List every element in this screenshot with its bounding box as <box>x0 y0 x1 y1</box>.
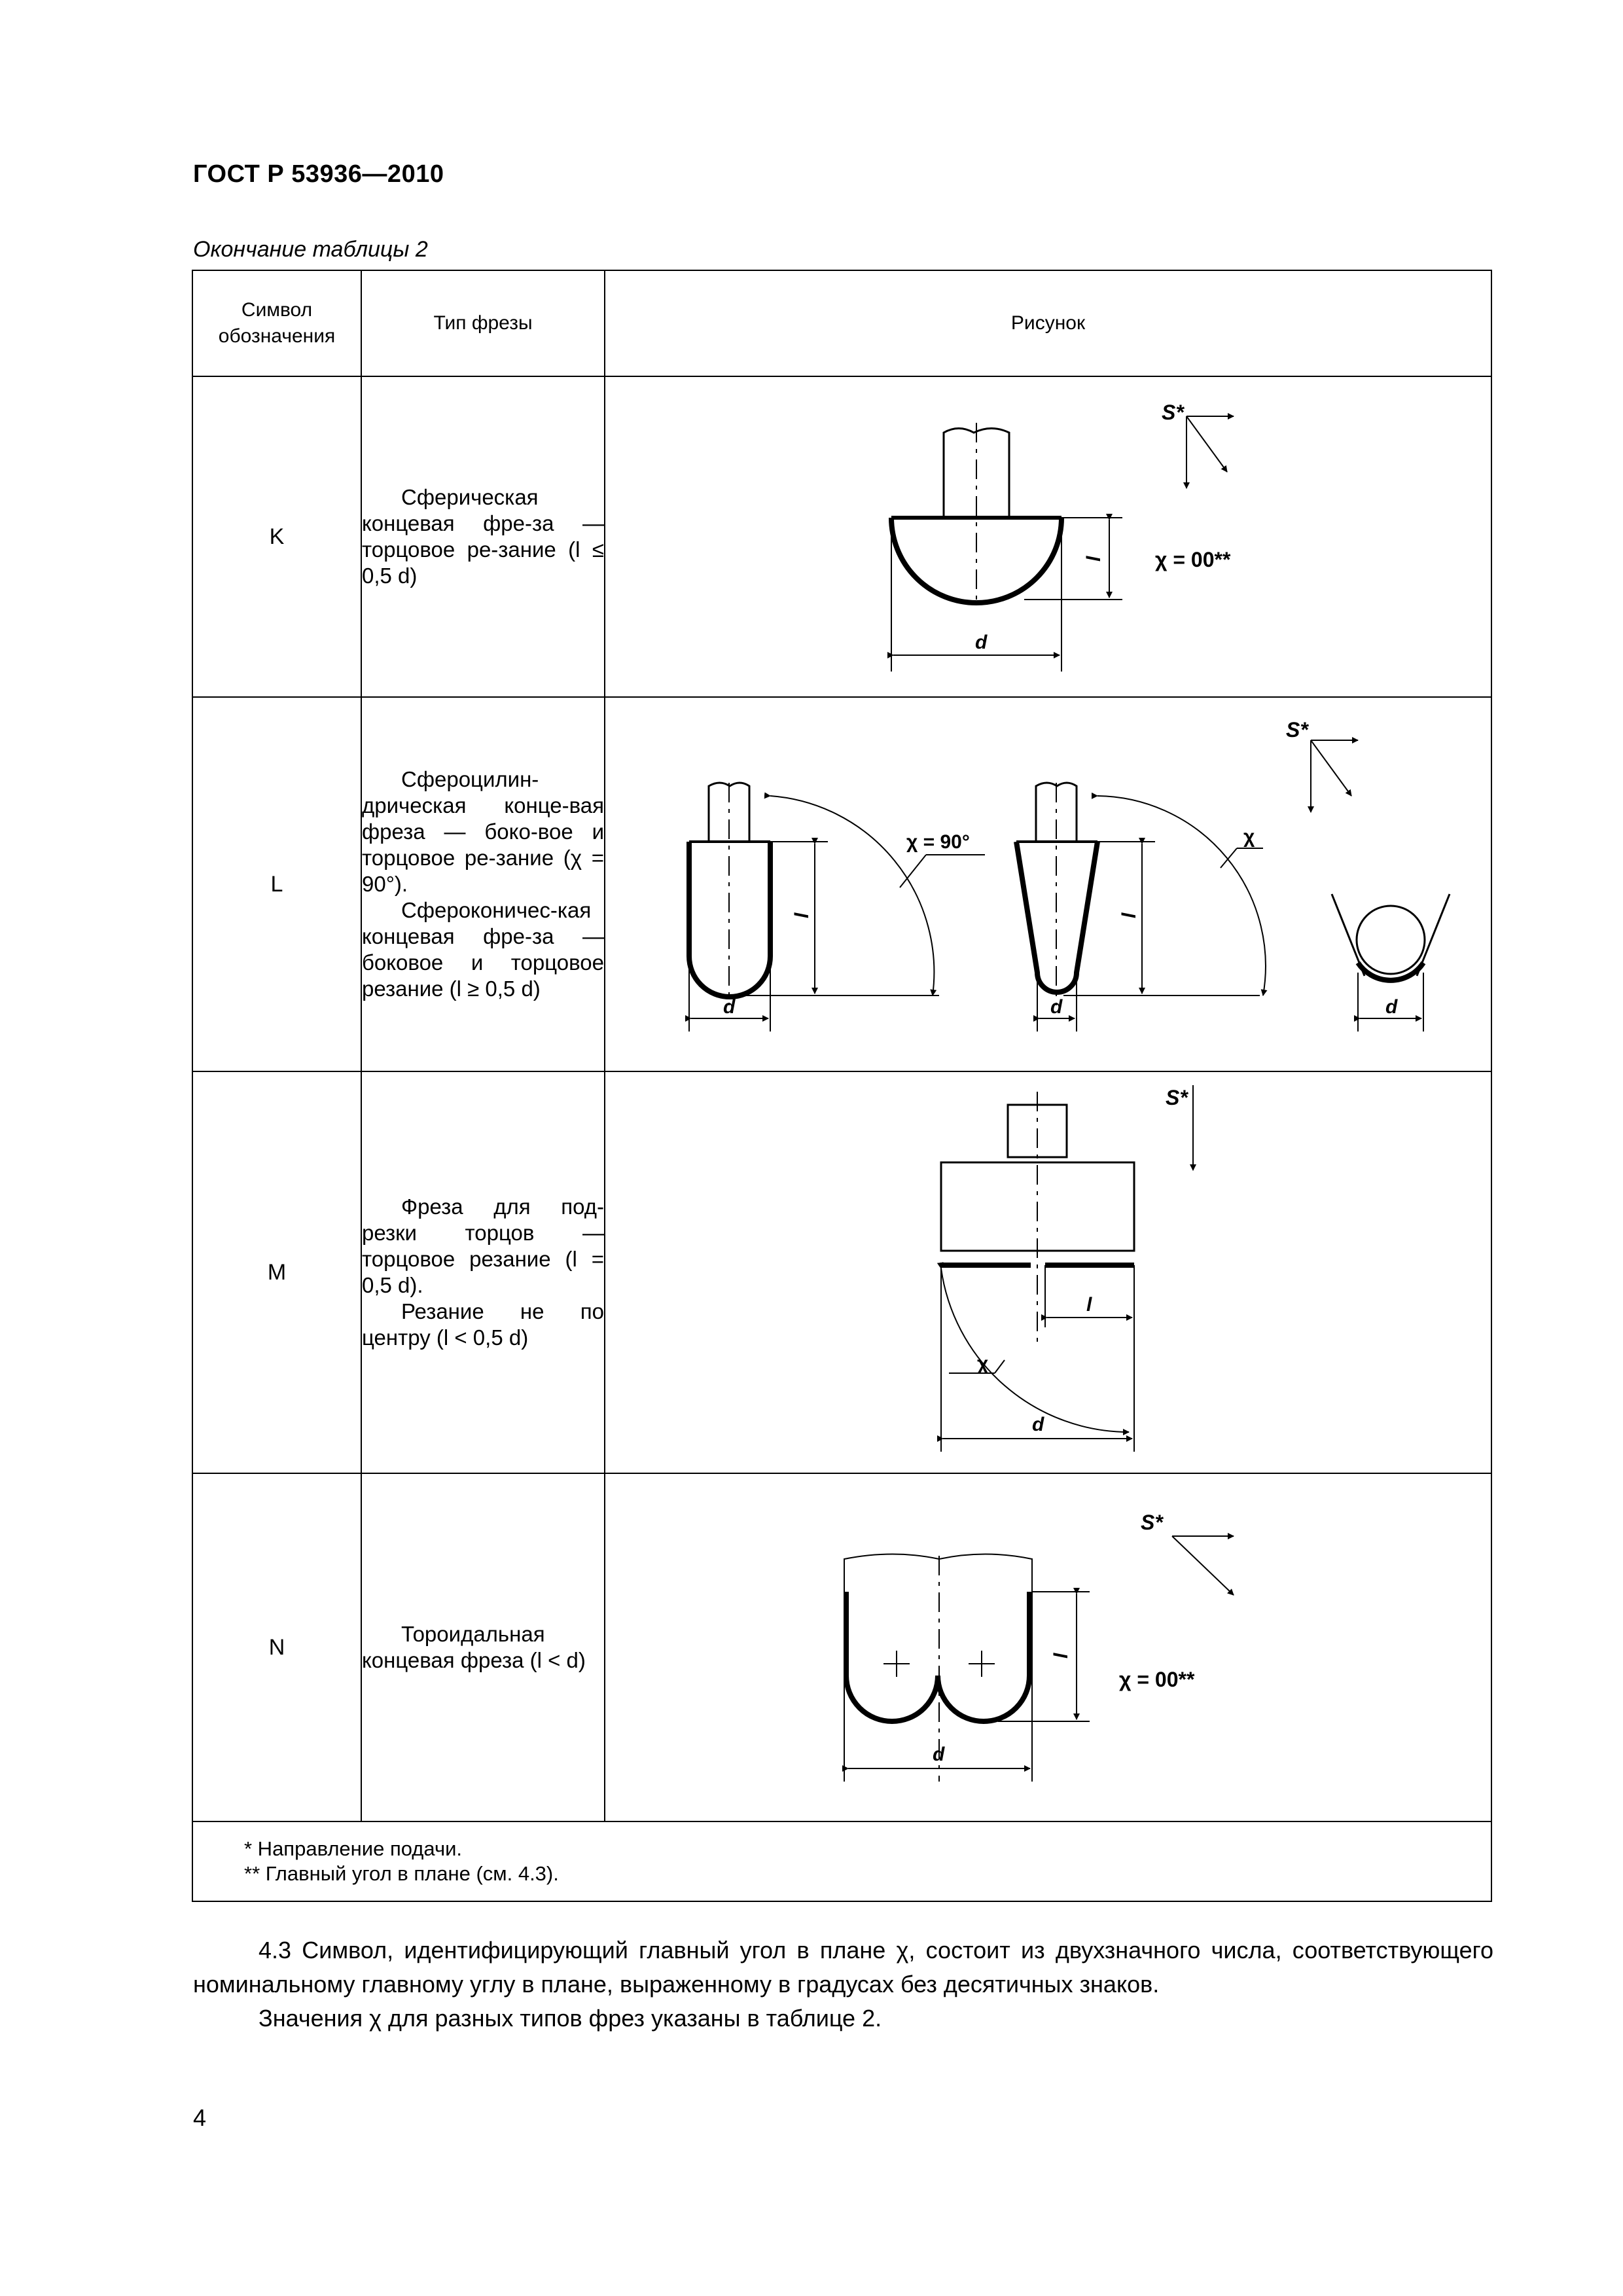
chi-label: χ <box>977 1353 989 1374</box>
type-text: Фреза для под-резки торцов — торцовое резание (l = 0,5 d). <box>362 1194 604 1297</box>
type-cell <box>361 1071 605 1473</box>
column-header-symbol: Символ обозначения <box>192 270 361 376</box>
toroidal-cutter-drawing <box>605 1474 1496 1821</box>
face-cutter-drawing <box>605 1072 1496 1473</box>
note-feed-direction: * Направление подачи. <box>244 1837 463 1860</box>
sphero-cylindrical-cutter-drawing <box>605 698 1496 1071</box>
type-cell <box>361 1473 605 1821</box>
table-row-m <box>192 1071 1491 1473</box>
d-label: d <box>975 632 988 653</box>
column-header-figure: Рисунок <box>605 270 1491 376</box>
table-row-n <box>192 1473 1491 1821</box>
note-main-angle: ** Главный угол в плане (см. 4.3). <box>244 1862 559 1885</box>
paragraph-chi-values: Значения χ для разных типов фрез указаны в таблице 2. <box>259 2005 882 2032</box>
document-header: ГОСТ Р 53936—2010 <box>193 160 444 188</box>
l-label: l <box>1086 1294 1092 1316</box>
l-label: l <box>1050 1653 1072 1659</box>
column-header-type: Тип фрезы <box>361 270 605 376</box>
chi-label: χ = 00** <box>1119 1668 1195 1691</box>
figure-cell <box>605 376 1491 697</box>
d-label: d <box>933 1744 945 1765</box>
page-number: 4 <box>193 2104 207 2131</box>
table-caption: Окончание таблицы 2 <box>193 237 428 262</box>
l-label: l <box>1083 556 1105 562</box>
feed-label: S* <box>1166 1086 1188 1109</box>
cutter-types-table <box>192 270 1492 1902</box>
feed-label: S* <box>1162 401 1184 424</box>
figure-cell <box>605 697 1491 1071</box>
type-text: Сфероконичес-кая концевая фре-за — боковое и торцовое резание (l ≥ 0,5 d) <box>362 898 604 1001</box>
feed-label: S* <box>1141 1511 1163 1534</box>
type-cell <box>361 376 605 697</box>
symbol-cell: K <box>192 376 361 697</box>
d-label: d <box>1385 996 1398 1018</box>
d-label: d <box>1032 1414 1044 1435</box>
chi-label: χ = 00** <box>1155 548 1231 571</box>
type-cell <box>361 697 605 1071</box>
type-text: Сферическая концевая фре-за — торцовое ре-зание (l ≤ 0,5 d) <box>362 485 604 588</box>
chi-label: χ <box>1243 826 1255 848</box>
paragraph-4-3: 4.3 Символ, идентифицирующий главный угол в плане χ, состоит из двухзначного числа, соответствующего номинальному главному углу в плане, выраженному в градусах без десятичных знаков. <box>193 1937 1493 1998</box>
figure-cell <box>605 1071 1491 1473</box>
chi-90-label: χ = 90° <box>906 831 970 853</box>
l-label: l <box>791 912 813 918</box>
type-text: Резание не по центру (l < 0,5 d) <box>362 1299 604 1350</box>
feed-label: S* <box>1286 718 1308 742</box>
l-label: l <box>1118 912 1140 918</box>
symbol-cell: M <box>192 1071 361 1473</box>
table-row-k <box>192 376 1491 697</box>
table-row-l <box>192 697 1491 1071</box>
symbol-cell: L <box>192 697 361 1071</box>
figure-cell <box>605 1473 1491 1821</box>
symbol-cell: N <box>192 1473 361 1821</box>
type-text: Сфероцилин-дрическая конце-вая фреза — боко-вое и торцовое ре-зание (χ = 90°). <box>362 767 604 896</box>
d-label: d <box>1050 996 1063 1018</box>
spherical-cutter-drawing <box>605 377 1496 696</box>
type-text: Тороидальная концевая фреза (l < d) <box>362 1622 586 1672</box>
d-label: d <box>723 996 736 1018</box>
table-notes <box>192 1821 1491 1901</box>
table-header-row <box>192 270 1491 376</box>
table-notes-row <box>192 1821 1491 1901</box>
